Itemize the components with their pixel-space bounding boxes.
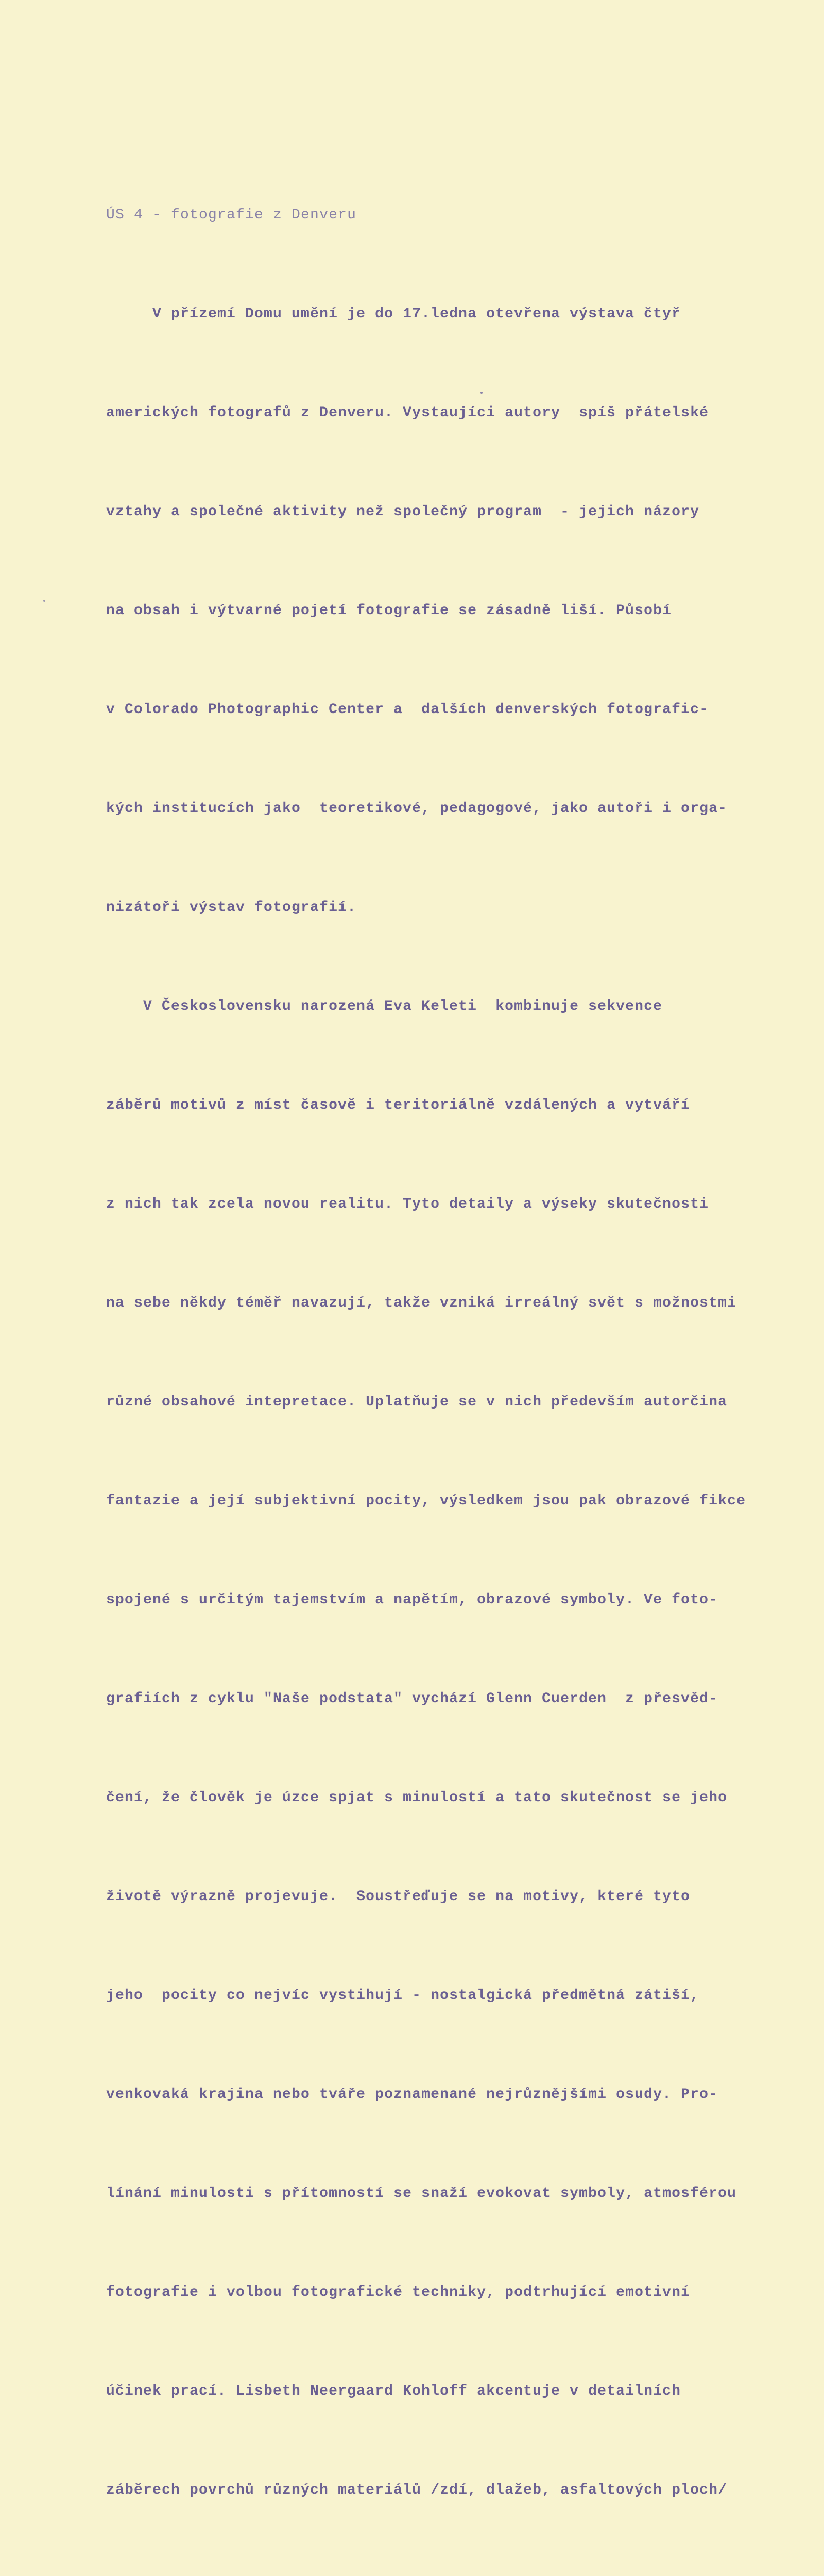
text-line: nizátoři výstav fotografií. [106,900,357,916]
text-line: V Československu narozená Eva Keleti kombinuje sekvence [106,998,663,1014]
text-line: různé obsahové intepretace. Uplatňuje se v nich především autorčina [106,1394,728,1410]
text-line: vztahy a společné aktivity než společný program - jejich názory [106,504,700,520]
text-line: čení, že člověk je úzce spjat s minulostí a tato skutečnost se jeho [106,1790,728,1806]
text-line: V přízemí Domu umění je do 17.ledna otevřena výstava čtyř [106,306,681,322]
text-line: línání minulosti s přítomností se snaží evokovat symboly, atmosférou [106,2185,737,2201]
document-title: ÚS 4 - fotografie z Denveru [106,207,357,223]
text-line: amerických fotografů z Denveru. Vystaujíci autory spíš přátelské [106,405,709,421]
text-line: na sebe někdy téměř navazují, takže vzniká irreálný svět s možnostmi [106,1295,737,1311]
text-line: na obsah i výtvarné pojetí fotografie se zásadně liší. Působí [106,603,672,619]
text-line: životě výrazně projevuje. Soustřeďuje se na motivy, které tyto [106,1889,691,1905]
text-line: jeho pocity co nejvíc vystihují - nostalgická předmětná zátiší, [106,1988,700,2004]
text-line: grafiích z cyklu "Naše podstata" vychází Glenn Cuerden z přesvěd- [106,1691,718,1707]
text-line: fotografie i volbou fotografické techniky, podtrhující emotivní [106,2284,691,2300]
text-line: v Colorado Photographic Center a dalších denverských fotografic- [106,702,709,718]
text-line: záběrů motivů z míst časově i teritoriálně vzdálených a vytváří [106,1097,691,1113]
text-line: fantazie a její subjektivní pocity, výsledkem jsou pak obrazové fikce [106,1493,746,1509]
stray-ink-dot [43,600,45,602]
text-line [106,2573,801,2576]
stray-ink-dot [480,392,483,394]
text-line: kých institucích jako teoretikové, pedagogové, jako autoři i orga- [106,801,728,817]
text-line: účinek prací. Lisbeth Neergaard Kohloff akcentuje v detailních [106,2383,681,2399]
text-line: venkovaká krajina nebo tváře poznamenané nejrůznějšími osudy. Pro- [106,2087,718,2103]
text-line: z nich tak zcela novou realitu. Tyto detaily a výseky skutečnosti [106,1196,709,1212]
text-line: záběrech povrchů různých materiálů /zdí, dlažeb, asfaltových ploch/ [106,2482,728,2498]
typewritten-text [106,133,801,2576]
text-line: spojené s určitým tajemstvím a napětím, obrazové symboly. Ve foto- [106,1592,718,1608]
